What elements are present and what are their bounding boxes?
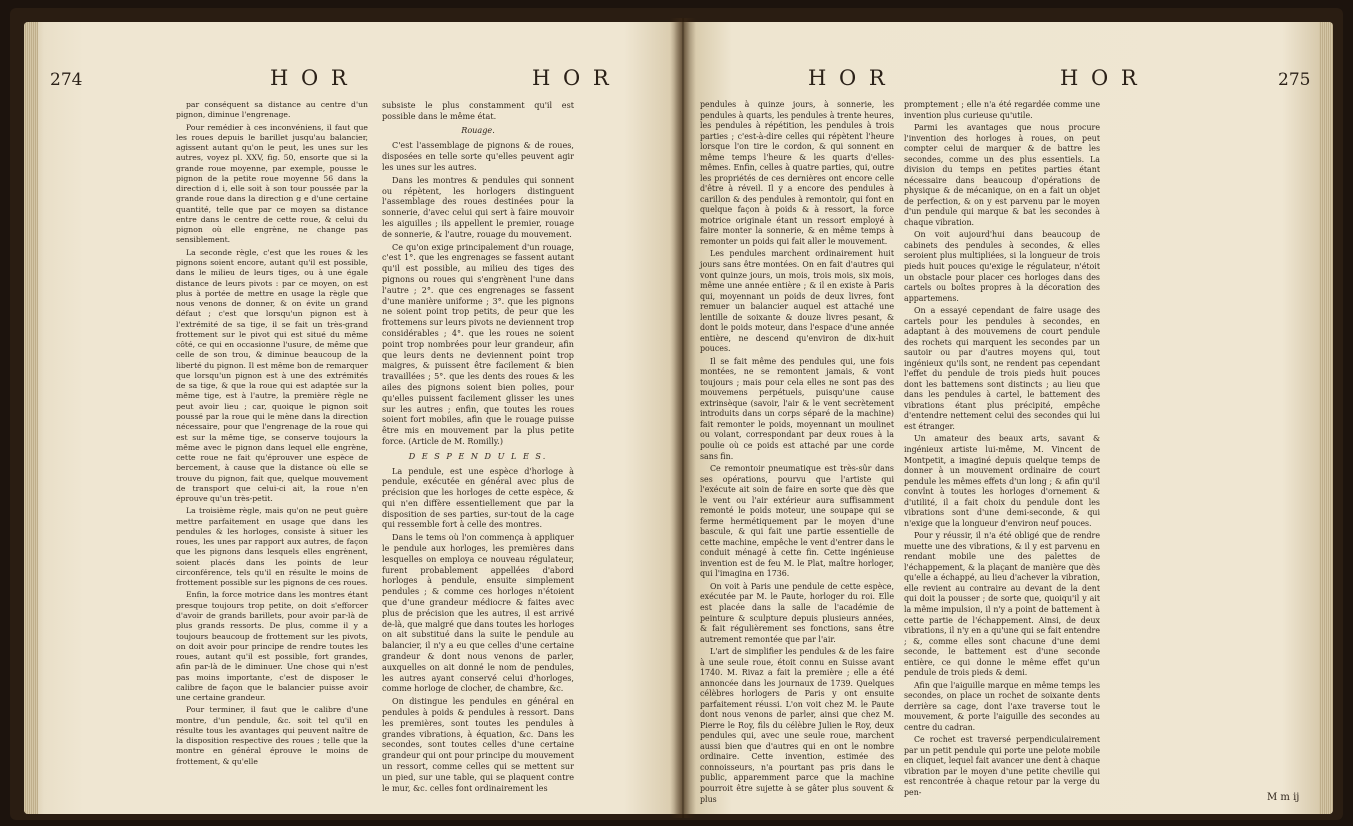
paragraph: L'art de simplifier les pendules & de les faire à une seule roue, étoit connu en Suisse avant 1740. M. Rivaz a fait la première ; elle a été annoncée dans les journaux de 1739. Quelques célèbres horlogers de Paris y ont ensuite parfaitement réussi. L'on voit chez M. le Paute dont nous venons de parler, ainsi que chez M. Pierre le Roy, fils du célèbre Julien le Roy, deux pendules qui, avec une seule roue, marchent aussi bien que d'autres qui en ont le nombre ordinaire. Cette invention, estimée des connoisseurs, n'a pourtant pas pris dans le public, apparemment parce que la machine pourroit être sujette à se gâter plus souvent & plus	[700, 647, 894, 804]
section-heading-pendules: D E S P E N D U L E S.	[408, 450, 548, 461]
paragraph: Un amateur des beaux arts, savant & ingénieux artiste lui-même, M. Vincent de Montpetit, a imaginé depuis quelque temps de donner à un mouvement ordinaire de court pendule les mêmes effets d'un long ; & afin qu'il convînt à toutes les horloges d'ornement & d'utilité, il a fait choix du pendule dont les vibrations sont d'une demi-seconde, & qui n'exige que la longueur d'environ neuf pouces.	[904, 434, 1100, 528]
right-column-2	[904, 100, 1100, 801]
book-gutter	[670, 18, 696, 818]
left-column-1	[176, 100, 368, 769]
section-heading-rouage: Rouage.	[461, 124, 495, 135]
paragraph: promptement ; elle n'a été regardée comme une invention plus curieuse qu'utile.	[904, 100, 1100, 120]
paragraph: Ce remontoir pneumatique est très-sûr dans ses opérations, pourvu que l'artiste qui l'exécute ait soin de faire en sorte que dès que le vent ou l'air extérieur aura suffisamment remonté le poids moteur, une soupape qui se ferme hermétiquement par le moyen d'une bascule, & qui fait une partie essentielle de cette machine, empêche le vent d'entrer dans le conduit ménagé à cette fin. Cette ingénieuse invention est de feu M. le Plat, maître horloger, qui l'imagina en 1736.	[700, 464, 894, 579]
paragraph: Pour remédier à ces inconvéniens, il faut que les roues depuis le barillet jusqu'au balancier, agissent autant qu'on le peut, les unes sur les autres, voyez pl. XXV, fig. 50, ensorte que si la grande roue moyenne, par exemple, pousse le pignon de la petite roue moyenne 56 dans la direction d i, elle soit à son tour poussée par la grande roue dans la direction g e d'une certaine quantité, telle que par ce moyen sa distance entre dans le centre de cette roue, & celui du pignon où elle engrène, ne change pas sensiblement.	[176, 122, 368, 245]
paragraph: Ce rochet est traversé perpendiculairement par un petit pendule qui porte une pelote mobile en cliquet, lequel fait avancer une dent à chaque vibration par le moyen d'une petite cheville qui est rencontrée à chaque retour par la verge du pen-	[904, 735, 1100, 797]
paragraph: On a essayé cependant de faire usage des cartels pour les pendules à secondes, en adaptant à des mouvemens de court pendule des rochets qui marquent les secondes par un sautoir ou par d'autres moyens qui, tout ingénieux qu'ils sont, ne rendent pas cependant l'effet du pendule de trois pieds huit pouces dont les battemens sont distincts ; au lieu que dans les pendules à cartel, le battement des vibrations étant plus précipité, empêche d'entendre nettement celui des secondes qui lui est étranger.	[904, 306, 1100, 431]
left-running-head-1: H O R	[270, 66, 350, 90]
paragraph: On voit à Paris une pendule de cette espèce, exécutée par M. le Paute, horloger du roi. Elle est placée dans la salle de l'académie de peinture & sculpture depuis plusieurs années, & fait régulièrement ses fonctions, sans être autrement remontée que par l'air.	[700, 581, 894, 644]
paragraph: Dans le tems où l'on commença à appliquer le pendule aux horloges, les premières dans lesquelles on employa ce nouveau régulateur, furent probablement appellées d'abord horloges à pendule, ensuite simplement pendules ; & comme ces horloges n'étoient que d'une grandeur médiocre & faites avec plus de précision que les autres, il est arrivé de-là, que malgré que dans toutes les horloges on ait substitué dans la suite le pendule au balancier, il n'y a eu que celles d'une certaine grandeur & dont nous venons de parler, auxquelles on ait donné le nom de pendules, les autres ayant conservé celui d'horloges, comme horloge de clocher, de chambre, &c.	[382, 532, 574, 694]
paragraph: Les pendules marchent ordinairement huit jours sans être montées. On en fait d'autres qui vont quinze jours, un mois, trois mois, six mois, même une année entière ; & il en existe à Paris qui, moyennant un poids de deux livres, font remuer un balancier auquel est attaché une lentille de soixante & douze livres pesant, & dont le poids moteur, dans l'espace d'une année entière, ne descend qu'environ de dix-huit pouces.	[700, 249, 894, 354]
left-fore-edge	[24, 22, 38, 814]
paragraph: On distingue les pendules en général en pendules à poids & pendules à ressort. Dans les premières, sont toutes les pendules à grandes vibrations, à équation, &c. Dans les secondes, sont toutes celles d'une certaine grandeur qui ont pour principe du mouvement un ressort, comme celles qui se mettent sur un pied, sur une table, qui se plaquent contre le mur, &c. celles font ordinairement les	[382, 696, 574, 793]
paragraph: Pour terminer, il faut que le calibre d'une montre, d'un pendule, &c. soit tel qu'il en résulte tous les avantages qui peuvent naître de la disposition respective des roues ; telle que la montre en général éprouve le moins de frottement, & qu'elle	[176, 705, 368, 766]
paragraph: On voit aujourd'hui dans beaucoup de cabinets des pendules à secondes, & elles seroient plus multipliées, si la longueur de trois pieds huit pouces qu'exige le régulateur, n'étoit un obstacle pour placer ces horloges dans des cartels ou boîtes propres à la décoration des appartemens.	[904, 230, 1100, 303]
right-page	[682, 22, 1333, 814]
right-page-number: 275	[1278, 70, 1311, 90]
paragraph: Afin que l'aiguille marque en même temps les secondes, on place un rochet de soixante dents derrière sa cage, dont l'axe traverse tout le mouvement, & porte l'aiguille des secondes au centre du cadran.	[904, 680, 1100, 732]
paragraph: La seconde règle, c'est que les roues & les pignons soient encore, autant qu'il est possible, dans le milieu de leurs tiges, ou à une égale distance de leurs pivots : par ce moyen, on est plus à portée de mettre en usage la règle que nous venons de donner, & on évite un grand défaut ; c'est que lorsqu'un pignon est à l'extrémité de sa tige, il se fait un très-grand frottement sur le pivot qui est situé du même côté, ce qui en occasionne l'usure, de même que celle de son trou, & diminue beaucoup de la liberté du pignon. Il est même bon de remarquer que lorsqu'un pignon est à une des extrémités de sa tige, & que la roue qui est adaptée sur la même tige, est à l'autre, la première règle ne peut avoir lieu ; car, quoique le pignon soit poussé par la roue qui le mène dans la direction nécessaire, pour que l'engrenage de la roue qui est sur la même tige, se conserve toujours la même avec le pignon dans lequel elle engrène, cette roue ne fait qu'éprouver une espèce de bercement, à cause que la distance où elle se trouve du pignon, fait que, quelque mouvement de transport que celui-ci ait, la roue n'en éprouve qu'un très-petit.	[176, 247, 368, 504]
paragraph: Il se fait même des pendules qui, une fois montées, ne se remontent jamais, & vont toujours ; mais pour cela elles ne sont pas des mouvemens perpétuels, puisqu'une cause extrinsèque (savoir, l'air & le vent secrètement introduits dans un corps séparé de la machine) fait remonter le poids, moyennant un moulinet ou volant, correspondant par deux roues à la poulie où ce poids est attaché par une corde sans fin.	[700, 356, 894, 461]
paragraph: Pour y réussir, il n'a été obligé que de rendre muette une des vibrations, & il y est parvenu en rendant mobile une des palettes de l'échappement, & la plaçant de manière que dès qu'elle a échappé, au lieu d'achever la vibration, elle revient au contraire au devant de la dent qui doit la pousser ; de sorte que, quoiqu'il y ait la même impulsion, il n'y a point de battement à cette partie de l'échappement. Ainsi, de deux vibrations, il n'y en a qu'une qui se fait entendre ; &, comme elles sont chacune d'une demi seconde, le battement est d'une seconde entière, ce qui donne le même effet qu'un pendule de trois pieds & demi.	[904, 531, 1100, 678]
paragraph: La pendule, est une espèce d'horloge à pendule, exécutée en général avec plus de précision que les horloges de cette espèce, & qui n'en diffère essentiellement que par la disposition de ses parties, sur-tout de la cage qui ressemble fort à celle des montres.	[382, 465, 574, 530]
right-fore-edge	[1319, 22, 1333, 814]
left-page	[24, 22, 682, 814]
left-column-2	[382, 100, 574, 795]
right-running-head-2: H O R	[1060, 66, 1140, 90]
signature-mark: M m ij	[1267, 792, 1300, 803]
right-column-1	[700, 100, 894, 807]
paragraph: par conséquent sa distance au centre d'un pignon, diminue l'engrenage.	[176, 100, 368, 120]
paragraph: La troisième règle, mais qu'on ne peut guère mettre parfaitement en usage que dans les pendules & les horloges, consiste à situer les roues, les unes par rapport aux autres, de façon que les pignons dans lesquels elles engrènent, soient placés dans les points de leur circonférence, tels qu'il en résulte le moins de frottement possible sur les pignons de ces roues.	[176, 506, 368, 588]
left-running-head-2: H O R	[532, 66, 612, 90]
paragraph: pendules à quinze jours, à sonnerie, les pendules à quarts, les pendules à trente heures, les pendules à répétition, les pendules à trois parties ; c'est-à-dire celles qui répètent l'heure lorsque l'on tire le cordon, & qui sonnent en même temps l'heure & les quarts d'elles-mêmes. Enfin, celles à quatre parties, qui, outre les propriétés de ces dernières ont encore celle d'être à réveil. Il y a encore des pendules à carillon & des pendules à remontoir, qui font en quelque façon à poids & à ressort, la force motrice originale étant un ressort employé à faire monter la sonnerie, & en même temps à remonter un poids qui fait aller le mouvement.	[700, 100, 894, 246]
paragraph: Enfin, la force motrice dans les montres étant presque toujours trop petite, on doit s'efforcer d'avoir de grands barillets, pour avoir par-là de plus grands ressorts. De plus, comme il y a toujours beaucoup de frottement sur les pivots, on doit avoir pour principe de rendre toutes les roues, autant qu'il est possible, fort grandes, afin par-là de le diminuer. Une chose qui n'est pas moins importante, c'est de disposer le calibre de façon que le balancier puisse avoir une certaine grandeur.	[176, 590, 368, 703]
book-spread	[10, 8, 1343, 820]
right-running-head-1: H O R	[808, 66, 888, 90]
paragraph: Dans les montres & pendules qui sonnent ou répètent, les horlogers distinguent l'assemblage des roues destinées pour la sonnerie, d'avec celui qui sert à faire mouvoir les aiguilles ; ils appellent le premier, rouage de sonnerie, & l'autre, rouage du mouvement.	[382, 174, 574, 239]
paragraph: C'est l'assemblage de pignons & de roues, disposées en telle sorte qu'elles peuvent agir les unes sur les autres.	[382, 140, 574, 172]
paragraph: Ce qu'on exige principalement d'un rouage, c'est 1°. que les engrenages se fassent autant qu'il est possible, au milieu des tiges des pignons ou roues qui s'engrènent l'une dans l'autre ; 2°. que ces engrenages se fassent d'une manière uniforme ; 3°. que les pignons ne soient point trop petits, de peur que les frottemens sur leurs pivots ne deviennent trop considérables ; 4°. que les roues ne soient point trop nombrées pour leur grandeur, afin que leurs dents ne deviennent point trop maigres, & puissent être facilement & bien travaillées ; 5°. que les dents des roues & les ailes des pignons soient bien polies, pour qu'elles puissent facilement glisser les unes sur les autres ; enfin, que toutes les roues soient fort mobiles, afin que le rouage puisse être mis en mouvement par la plus petite force. (Article de M. Romilly.)	[382, 241, 574, 446]
left-page-number: 274	[50, 70, 83, 90]
paragraph: subsiste le plus constamment qu'il est possible dans le même état.	[382, 100, 574, 121]
paragraph: Parmi les avantages que nous procure l'invention des horloges à roues, on peut compter celui de marquer & de battre les secondes, comme un des plus essentiels. La division du temps en petites parties étant nécessaire dans beaucoup d'opérations de physique & de mécanique, on en a fait un objet de perfection, & on y est parvenu par le moyen d'un pendule qui marque & bat les secondes à chaque vibration.	[904, 123, 1100, 227]
